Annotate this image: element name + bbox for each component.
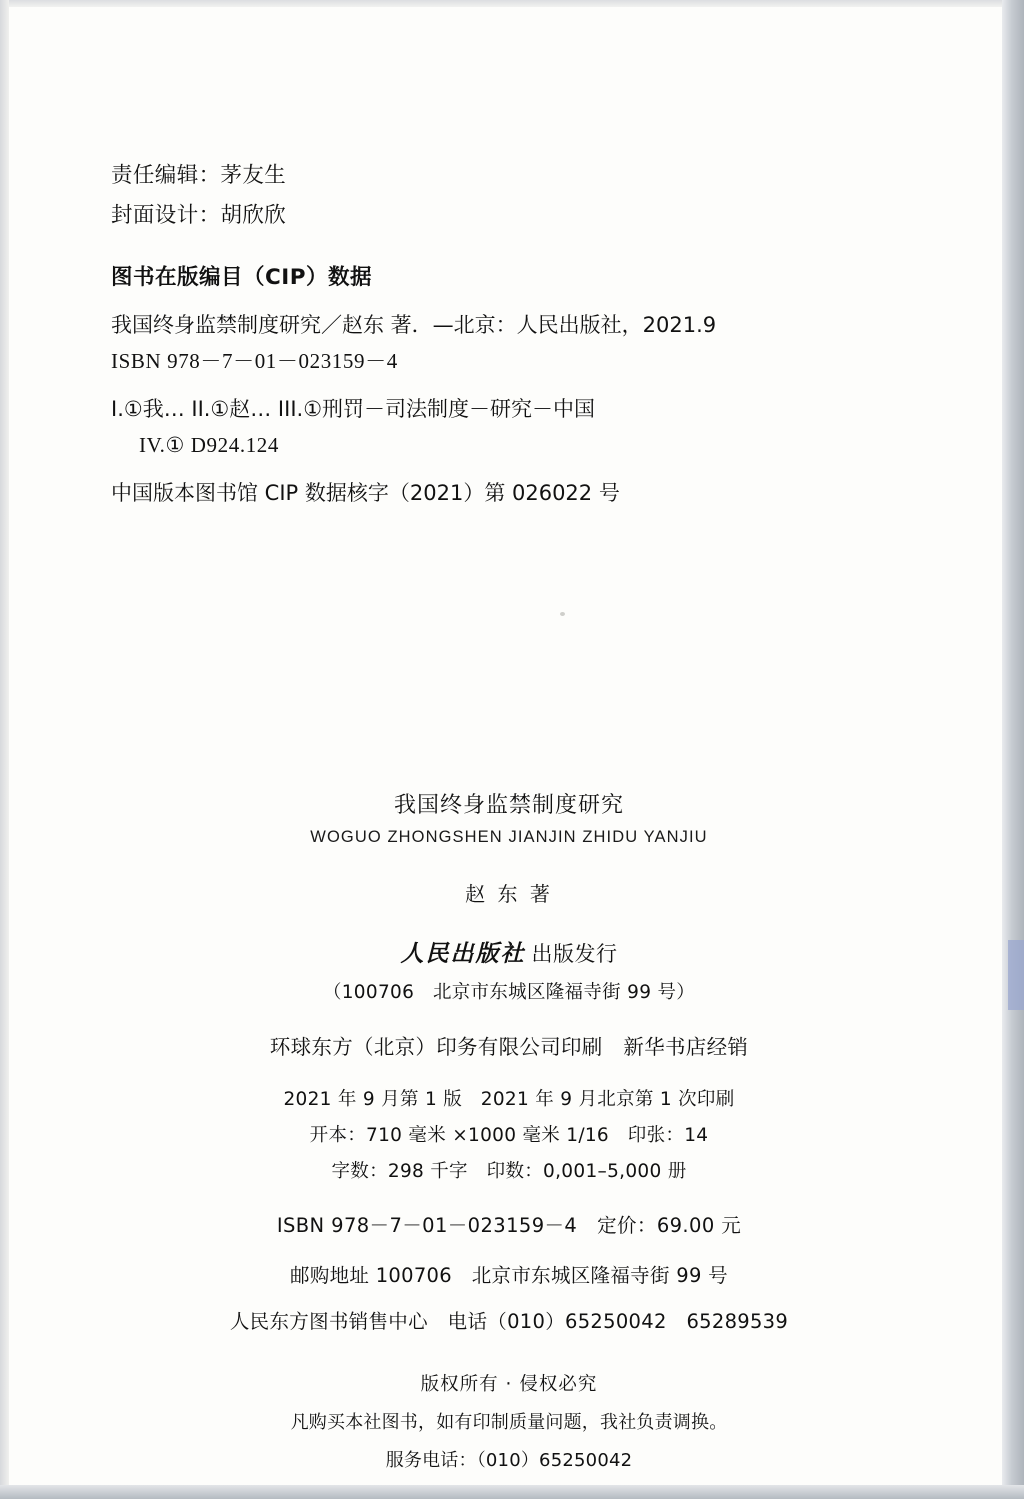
edition-line: 2021 年 9 月第 1 版 2021 年 9 月北京第 1 次印刷: [283, 1089, 735, 1110]
editor-line: 责任编辑：茅友生: [111, 163, 287, 188]
book-author: 赵 东 著: [465, 882, 553, 906]
publisher-line: [8, 935, 1010, 968]
cip-body: [111, 307, 811, 511]
publisher-suffix: 出版发行: [531, 942, 618, 966]
publication-details: [8, 1082, 1010, 1190]
cover-design-line: 封面设计：胡欣欣: [111, 203, 287, 228]
book-title: 我国终身监禁制度研究: [393, 793, 624, 818]
scan-edge-right: [1002, 0, 1024, 1499]
mail-order-line: 邮购地址 100706 北京市东城区隆福寺街 99 号: [290, 1264, 728, 1287]
rights-statement: 版权所有 · 侵权必究: [420, 1374, 598, 1395]
publisher-logo: 人民出版社: [400, 940, 526, 967]
paper-speck: [560, 612, 565, 616]
colophon-block: [8, 788, 1010, 1472]
publisher-address: （100706 北京市东城区隆福寺街 99 号）: [322, 982, 696, 1003]
isbn-price-line: ISBN 978－7－01－023159－4 定价：69.00 元: [276, 1214, 742, 1237]
printer-line: 环球东方（北京）印务有限公司印刷 新华书店经销: [269, 1035, 749, 1059]
scan-edge-top: [0, 0, 1024, 7]
cip-line-title: 我国终身监禁制度研究／赵东 著．—北京：人民出版社，2021.9: [111, 313, 717, 337]
sales-center-line: 人民东方图书销售中心 电话（010）65250042 65289539: [229, 1310, 789, 1333]
scan-edge-left: [0, 0, 9, 1499]
book-title-pinyin: WOGUO ZHONGSHEN JIANJIN ZHIDU YANJIU: [310, 828, 708, 846]
cip-block: [111, 156, 811, 511]
quality-note: 凡购买本社图书，如有印制质量问题，我社负责调换。: [290, 1412, 728, 1433]
format-line: 开本：710 毫米 ×1000 毫米 1/16 印张：14: [309, 1125, 709, 1146]
wordcount-line: 字数：298 千字 印数：0,001–5,000 册: [331, 1161, 687, 1182]
cip-heading: 图书在版编目（CIP）数据: [111, 265, 373, 290]
cip-line-isbn: ISBN 978－7－01－023159－4: [111, 349, 398, 373]
cip-line-classification-iv: IV.① D924.124: [139, 433, 279, 457]
service-phone: 服务电话：（010）65250042: [385, 1450, 633, 1471]
cip-line-registry: 中国版本图书馆 CIP 数据核字（2021）第 026022 号: [111, 481, 620, 505]
scan-edge-bottom: [0, 1485, 1024, 1499]
cip-line-classification: I.①我… II.①赵… III.①刑罚－司法制度－研究－中国: [111, 397, 596, 421]
paper-sheet: [8, 6, 1010, 1494]
scan-edge-marker: [1008, 940, 1024, 1010]
